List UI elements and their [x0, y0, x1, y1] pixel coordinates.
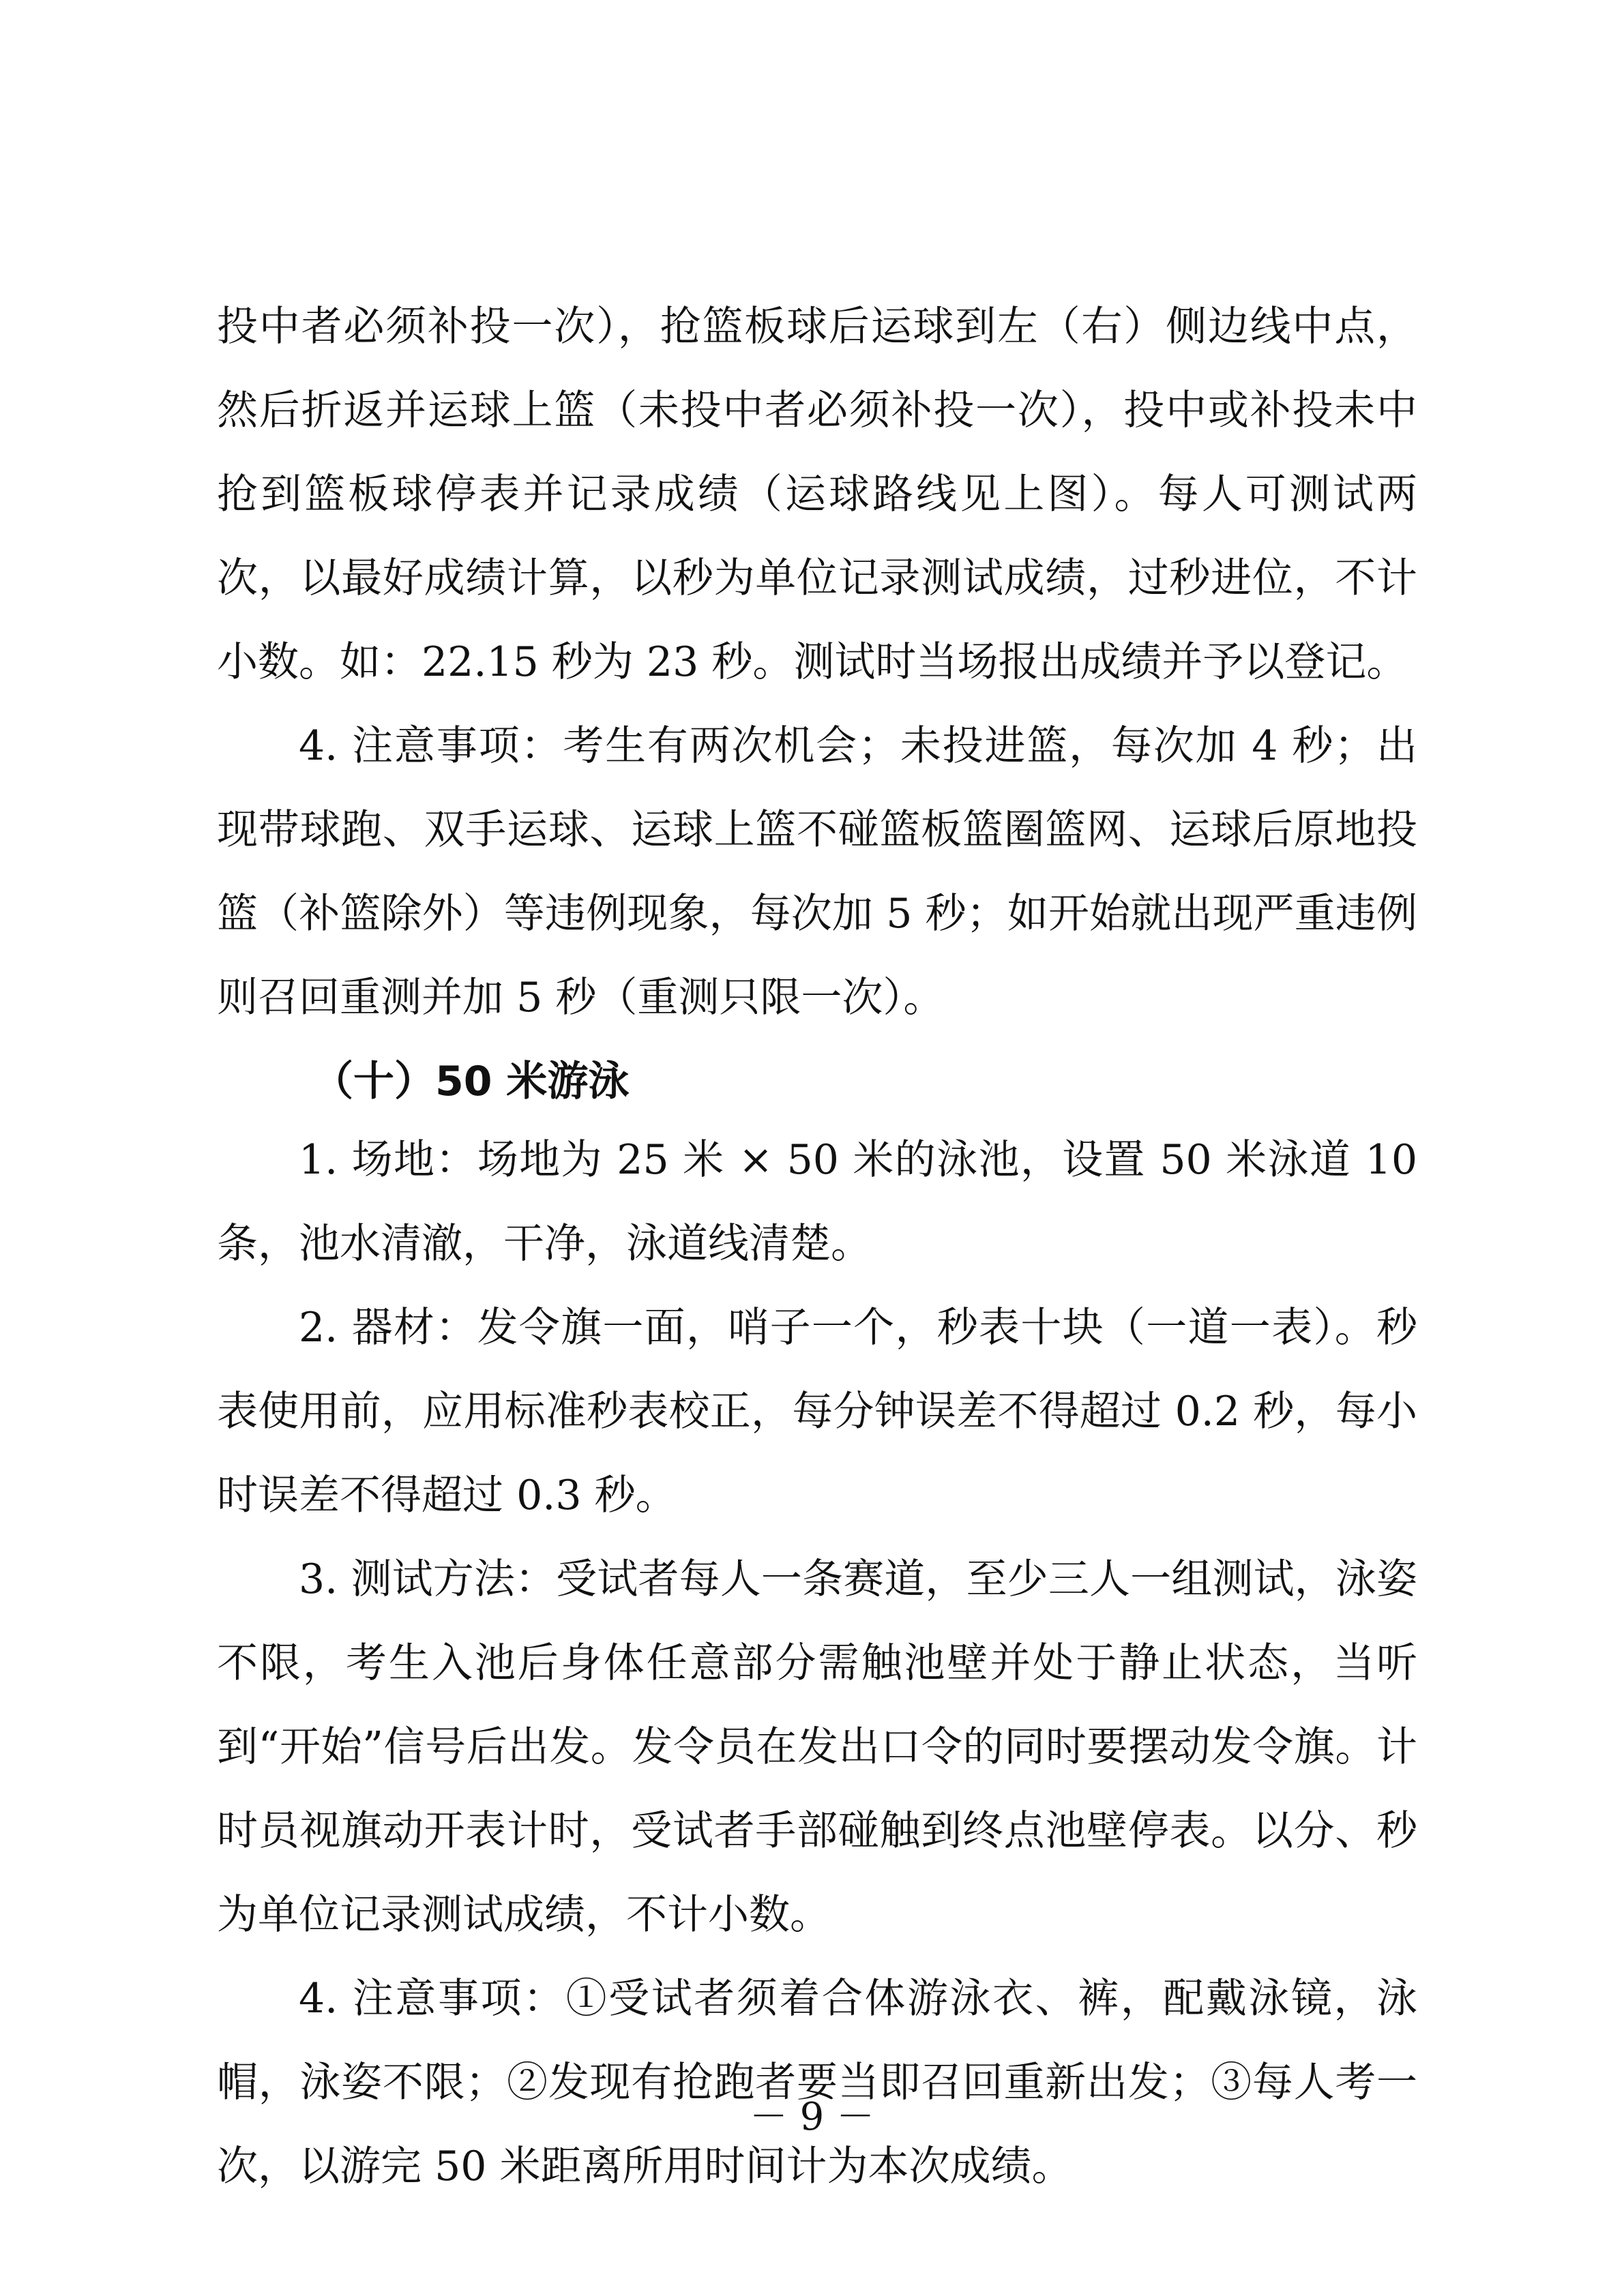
page-number: － 9 － — [749, 2095, 875, 2139]
paragraph-swimming-equipment: 2. 器材：发令旗一面，哨子一个，秒表十块（一道一表）。秒表使用前，应用标准秒表校正，每分钟误差不得超过 0.2 秒，每小时误差不得超过 0.3 秒。 — [217, 1304, 1417, 1519]
paragraph-basketball-method-cont: 投中者必须补投一次），抢篮板球后运球到左（右）侧边线中点，然后折返并运球上篮（未投中者必须补投一次），投中或补投未中抢到篮板球停表并记录成绩（运球路线见上图）。每人可测试两次，以最好成绩计算，以秒为单位记录测试成绩，过秒进位，不计小数。如：22.15 秒为 23 秒。测试时当场报出成绩并予以登记。 — [217, 303, 1417, 686]
section-heading-swimming: （十）50 米游泳 — [312, 1058, 630, 1105]
paragraph-swimming-venue: 1. 场地：场地为 25 米 × 50 米的泳池，设置 50 米泳道 10 条，池水清澈，干净，泳道线清楚。 — [217, 1136, 1417, 1268]
paragraph-swimming-method: 3. 测试方法：受试者每人一条赛道，至少三人一组测试，泳姿不限，考生入池后身体任意部分需触池壁并处于静止状态，当听到“开始”信号后出发。发令员在发出口令的同时要摆动发令旗。计时员视旗动开表计时，受试者手部碰触到终点池壁停表。以分、秒为单位记录测试成绩，不计小数。 — [217, 1555, 1417, 1939]
document-body — [217, 285, 1417, 2209]
paragraph-swimming-notes: 4. 注意事项：①受试者须着合体游泳衣、裤，配戴泳镜，泳帽，泳姿不限；②发现有抢跑者要当即召回重新出发；③每人考一次，以游完 50 米距离所用时间计为本次成绩。 — [217, 1975, 1417, 2190]
paragraph-basketball-notes: 4. 注意事项：考生有两次机会；未投进篮，每次加 4 秒；出现带球跑、双手运球、运球上篮不碰篮板篮圈篮网、运球后原地投篮（补篮除外）等违例现象，每次加 5 秒；如开始就出现严重违例则召回重测并加 5 秒（重测只限一次）。 — [217, 722, 1417, 1022]
